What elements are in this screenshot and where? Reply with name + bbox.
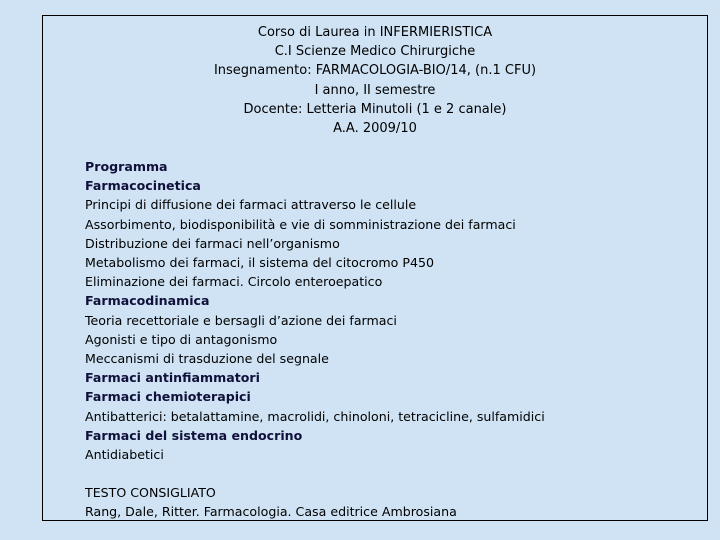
program-item: Agonisti e tipo di antagonismo: [85, 331, 278, 347]
course-subject: Insegnamento: FARMACOLOGIA-BIO/14, (n.1 CFU): [213, 63, 537, 79]
academic-year: A.A. 2009/10: [333, 121, 417, 137]
program-item: Antidiabetici: [85, 447, 164, 463]
program-section: [85, 157, 545, 522]
section-heading: Farmaci del sistema endocrino: [85, 427, 303, 443]
section-heading: Farmaci antinfiammatori: [85, 370, 260, 386]
program-item: Eliminazione dei farmaci. Circolo enteroepatico: [85, 274, 383, 290]
textbook-reference: Rang, Dale, Ritter. Farmacologia. Casa editrice Ambrosiana: [85, 504, 457, 520]
program-item: Metabolismo dei farmaci, il sistema del citocromo P450: [85, 255, 435, 271]
program-item: Distribuzione dei farmaci nell’organismo: [85, 235, 340, 251]
textbook-title: TESTO CONSIGLIATO: [85, 485, 216, 501]
course-header: [42, 23, 708, 138]
program-item: Principi di diffusione dei farmaci attraverso le cellule: [85, 197, 417, 213]
program-title: Programma: [85, 159, 168, 174]
section-heading: Farmacocinetica: [85, 178, 201, 194]
course-teacher: Docente: Letteria Minutoli (1 e 2 canale): [243, 101, 507, 117]
course-name: Corso di Laurea in INFERMIERISTICA: [257, 25, 493, 40]
course-year: I anno, II semestre: [314, 82, 436, 98]
section-heading: Farmacodinamica: [85, 293, 210, 309]
program-item: Teoria recettoriale e bersagli d’azione dei farmaci: [85, 312, 397, 328]
course-module: C.I Scienze Medico Chirurgiche: [274, 44, 476, 60]
section-heading: Farmaci chemioterapici: [85, 389, 251, 405]
program-item: Assorbimento, biodisponibilità e vie di somministrazione dei farmaci: [85, 216, 516, 232]
program-item: Antibatterici: betalattamine, macrolidi, chinoloni, tetracicline, sulfamidici: [85, 408, 545, 424]
program-item: Meccanismi di trasduzione del segnale: [85, 351, 329, 367]
